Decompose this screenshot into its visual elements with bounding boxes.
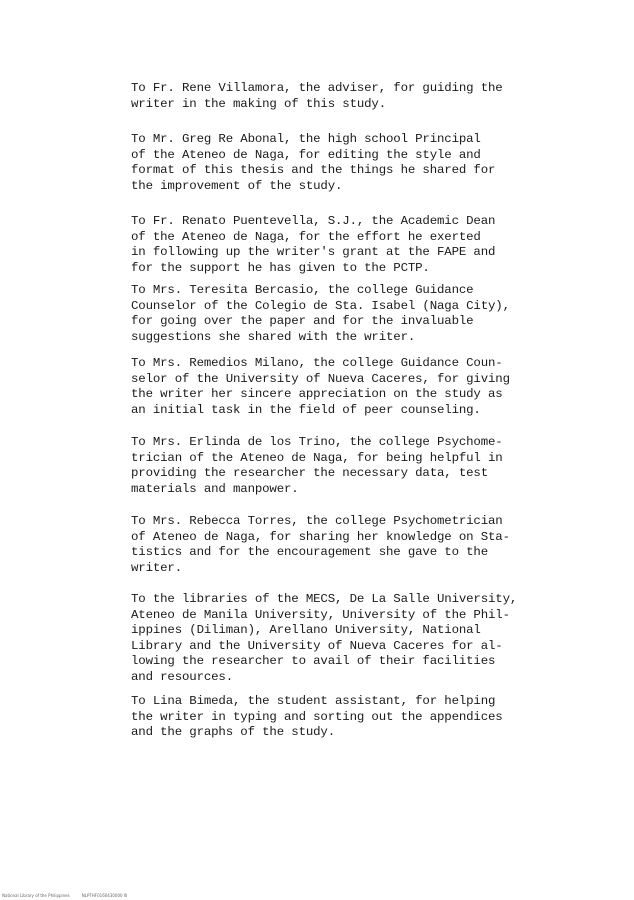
acknowledgement-paragraph-2: To Mr. Greg Re Abonal, the high school Principal of the Ateneo de Naga, for editing the style and format of this thesis and the things he shared for the improvement of the study. <box>131 132 496 193</box>
acknowledgement-paragraph-5: To Mrs. Remedios Milano, the college Guidance Coun- selor of the University of Nueva Caceres, for giving the writer her sincere appreciation on the study as an initial task in the field of peer counseling. <box>131 356 510 417</box>
scan-footer <box>2 893 139 898</box>
acknowledgement-paragraph-6: To Mrs. Erlinda de los Trino, the college Psychome- trician of the Ateneo de Naga, for being helpful in providing the researcher the necessary data, test materials and manpower. <box>131 435 503 496</box>
footer-library: National Library of the Philippines <box>2 893 70 898</box>
acknowledgement-paragraph-3: To Fr. Renato Puentevella, S.J., the Academic Dean of the Ateneo de Naga, for the effort he exerted in following up the writer's grant at the FAPE and for the support he has given to the PCTP. <box>131 214 496 275</box>
acknowledgement-paragraph-4: To Mrs. Teresita Bercasio, the college Guidance Counselor of the Colegio de Sta. Isabel (Naga City), for going over the paper and for the invaluable suggestions she shared with the writer. <box>131 283 510 344</box>
acknowledgement-paragraph-8: To the libraries of the MECS, De La Salle University, Ateneo de Manila University, University of the Phil- ippines (Diliman), Arellano University, National Library and the University of Nueva Caceres for al- lowing the researcher to avail of their facilities and resources. <box>131 592 518 684</box>
footer-code: NLPTHF0160430000 III <box>81 893 128 898</box>
acknowledgement-paragraph-9: To Lina Bimeda, the student assistant, for helping the writer in typing and sorting out the appendices and the graphs of the study. <box>131 694 503 740</box>
acknowledgement-paragraph-7: To Mrs. Rebecca Torres, the college Psychometrician of Ateneo de Naga, for sharing her knowledge on Sta- tistics and for the encouragement she gave to the writer. <box>131 514 510 575</box>
acknowledgement-paragraph-1: To Fr. Rene Villamora, the adviser, for guiding the writer in the making of this study. <box>131 81 503 111</box>
